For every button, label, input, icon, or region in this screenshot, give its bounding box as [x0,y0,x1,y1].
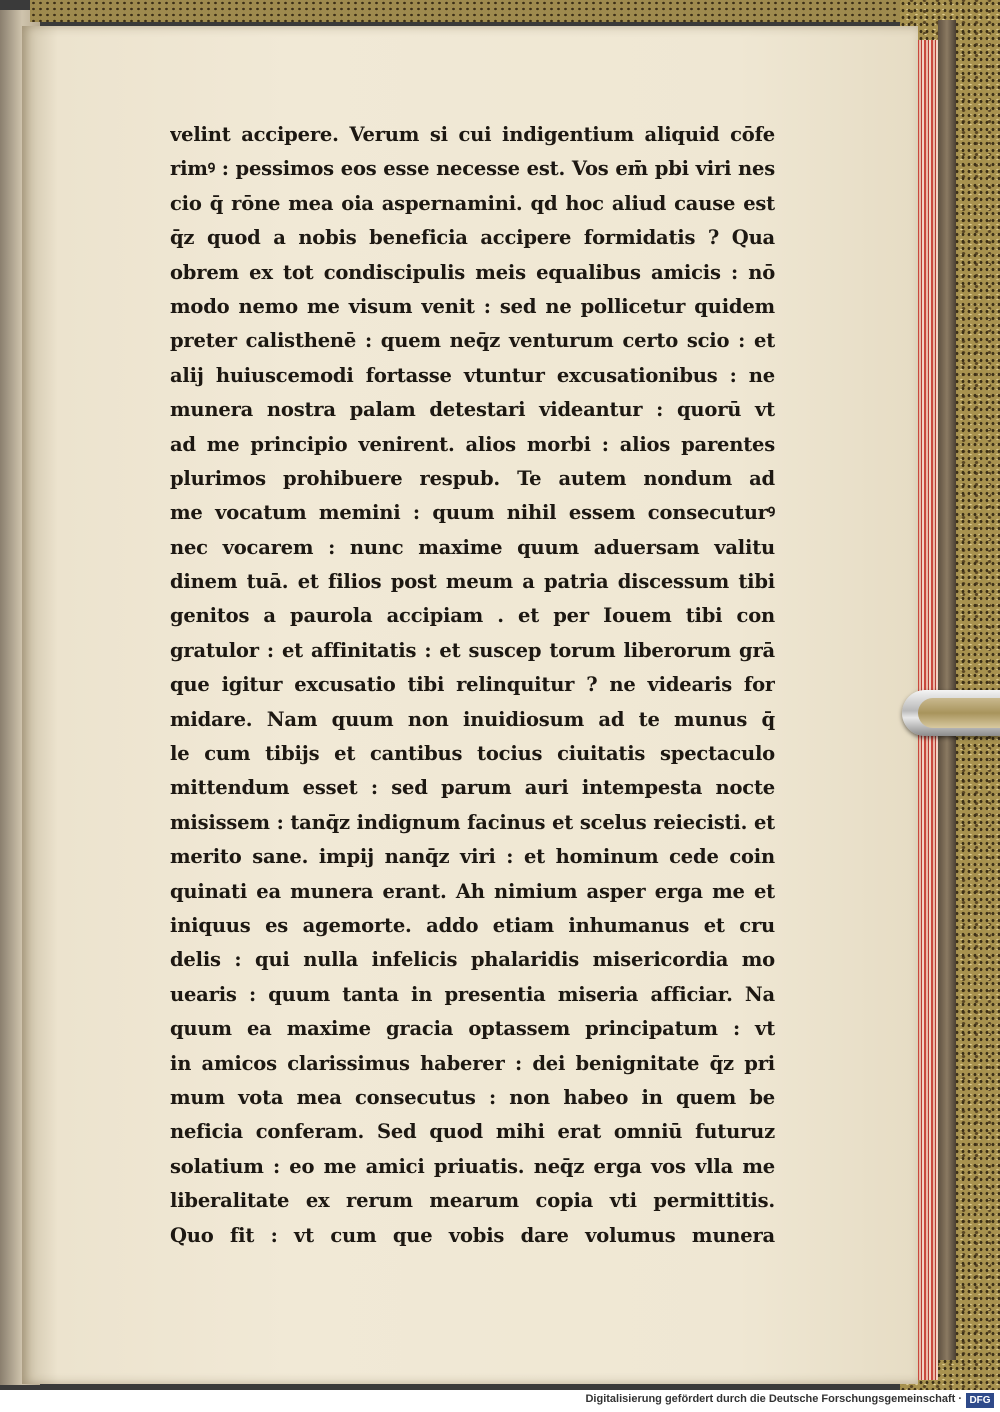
text-line: alij huiuscemodi fortasse vtuntur excusationibus : ne [170,363,775,387]
page-clip-inner [918,698,1000,728]
text-line: misissem : tanq̄z indignum facinus et scelus reiecisti. et [170,810,775,834]
text-line: iniquus es agemorte. addo etiam inhumanus et cru [170,913,775,937]
text-block [170,118,775,1253]
text-line: dinem tuā. et filios post meum a patria discessum tibi [170,570,775,594]
text-line: munera nostra palam detestari videantur : quorū vt [170,398,775,422]
text-line: rimꝰ : pessimos eos esse necesse est. Vos em̄ pbi viri nes [170,157,775,181]
text-line: cio q̄ rōne mea oia aspernamini. qd hoc aliud cause est [170,191,775,215]
text-line: delis : qui nulla infelicis phalaridis misericordia mo [170,948,775,972]
text-line: obrem ex tot condiscipulis meis equalibus amicis : nō [170,260,775,284]
text-line: velint accipere. Verum si cui indigentium aliquid cōfe [170,123,775,146]
text-line: nec vocarem : nunc maxime quum aduersam valitu [170,535,775,559]
text-line: q̄z quod a nobis beneficia accipere formidatis ? Qua [170,226,775,250]
text-line: genitos a paurola accipiam . et per Iouem tibi con [170,604,775,628]
text-line: in amicos clarissimus haberer : dei benignitate q̄z pri [170,1051,775,1075]
text-line: uearis : quum tanta in presentia miseria afficiar. Na [170,982,775,1006]
text-line: preter calisthenē : quem neq̄z venturum certo scio : et [170,329,775,353]
text-line: modo nemo me visum venit : sed ne pollicetur quidem [170,294,775,318]
text-line: me vocatum memini : quum nihil essem consecuturꝰ [170,501,775,525]
text-line: quinati ea munera erant. Ah nimium asper erga me et [170,879,775,903]
text-line: mum vota mea consecutus : non habeo in quem be [170,1085,775,1109]
text-line: plurimos prohibuere respub. Te autem nondum ad [170,466,775,490]
text-line: le cum tibijs et cantibus tocius ciuitatis spectaculo [170,742,775,766]
text-line: liberalitate ex rerum mearum copia vti permittitis. [170,1189,775,1213]
text-line: ad me principio venirent. alios morbi : alios parentes [170,432,775,456]
funding-notice: Digitalisierung gefördert durch die Deutsche Forschungsgemeinschaft · [585,1393,962,1405]
top-cover-board [30,0,950,22]
text-line: neficia conferam. Sed quod mihi erat omniū futuruz [170,1120,775,1144]
text-line: gratulor : et affinitatis : et suscep torum liberorum grā [170,638,775,662]
text-line: solatium : eo me amici priuatis. neq̄z erga vos vlla me [170,1154,775,1178]
footer-bar [0,1390,1000,1412]
text-line: que igitur excusatio tibi relinquitur ? ne videaris for [170,673,775,697]
text-line: Quo fit : vt cum que vobis dare volumus munera [170,1223,775,1247]
dfg-logo: DFG [966,1393,994,1408]
text-line: quum ea maxime gracia optassem principatum : vt [170,1017,775,1041]
text-line: mittendum esset : sed parum auri intempesta nocte [170,776,775,800]
text-line: midare. Nam quum non inuidiosum ad te munus q̄ [170,707,775,731]
text-line: merito sane. impij nanq̄z viri : et hominum cede coin [170,845,775,869]
